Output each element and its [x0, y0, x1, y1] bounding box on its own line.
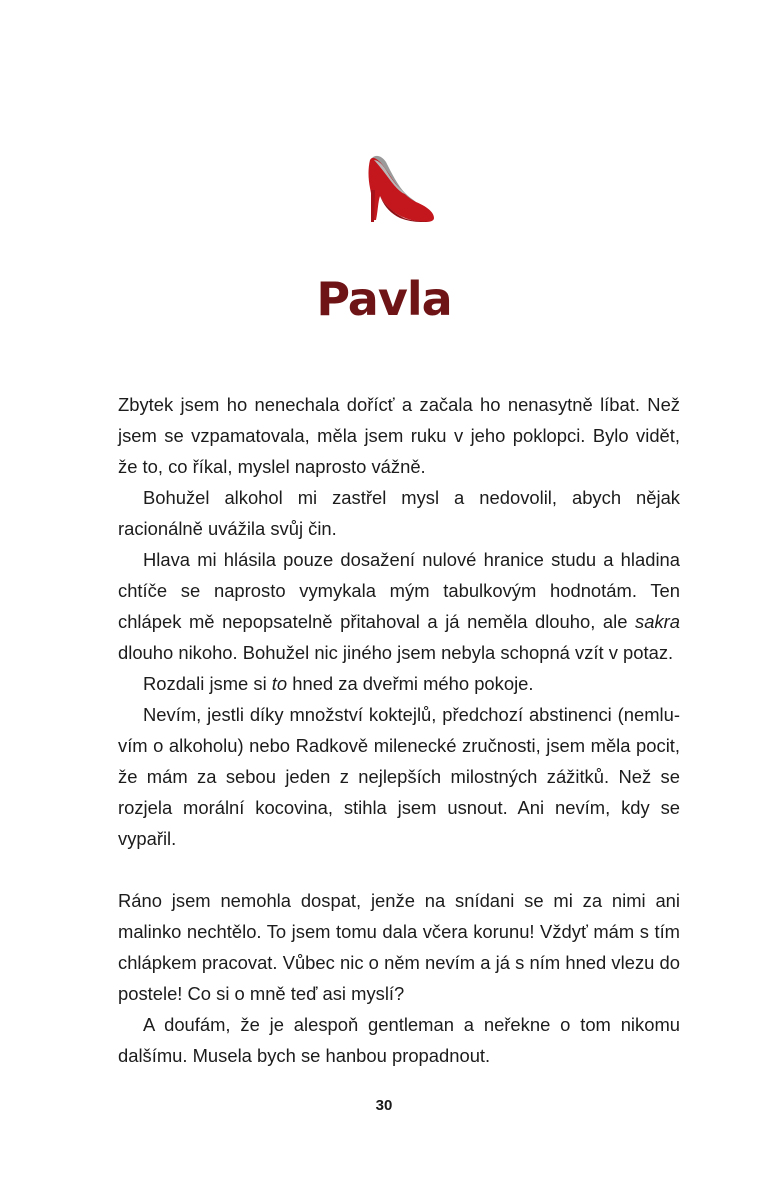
- paragraph: [118, 482, 680, 544]
- paragraph: [118, 1009, 680, 1071]
- paragraph-text: Hlava mi hlásila pouze dosažení nulové hranice studu a hladina chtíče se naprosto vymykala mým tabulkovým hodnotám. Ten chlápek mě nepopsatelně přitahoval a já neměla dlouho, ale: [118, 549, 680, 632]
- red-high-heel-shoe-icon: [362, 150, 438, 226]
- paragraph: [118, 389, 680, 482]
- paragraph-text: Nevím, jestli díky množství koktejlů, předchozí abstinenci (nemluvím o alkoholu) nebo Radkově milenecké zručnosti, jsem měla pocit, že mám za sebou jeden z nejlepších milostných zážitků. Než se rozjela morální kocovina, stihla jsem usnout. Ani nevím, kdy se vypařil.: [118, 704, 680, 849]
- paragraph: [118, 699, 680, 854]
- paragraph-text: Rozdali jsme si: [143, 673, 272, 694]
- paragraph-text: dlouho nikoho. Bohužel nic jiného jsem nebyla schopná vzít v potaz.: [118, 642, 674, 663]
- paragraph: [118, 668, 680, 699]
- emphasized-text: to: [271, 673, 288, 694]
- page-number: 30: [375, 1097, 393, 1114]
- chapter-title: Pavla: [316, 272, 452, 326]
- paragraph-text: Bohužel alkohol mi zastřel mysl a nedovolil, abych nějak racionálně uvážila svůj čin.: [118, 487, 680, 539]
- paragraph-text: hned za dveřmi mého pokoje.: [287, 673, 534, 694]
- paragraph-text: A doufám, že je alespoň gentleman a neřekne o tom nikomu dalšímu. Musela bych se hanbou propadnout.: [118, 1014, 680, 1066]
- paragraph: [118, 885, 680, 1009]
- paragraph-text: Ráno jsem nemohla dospat, jenže na snídani se mi za nimi ani malinko nechtělo. To jsem tomu dala včera korunu! Vždyť mám s tím chlápkem pracovat. Vůbec nic o něm nevím a já s ním hned vlezu do postele! Co si o mně teď asi myslí?: [118, 890, 680, 1004]
- chapter-body: [118, 389, 680, 1071]
- paragraph-text: Zbytek jsem ho nenechala dořícť a začala ho nenasytně líbat. Než jsem se vzpamatovala, měla jsem ruku v jeho poklopci. Bylo vidět, že to, co říkal, myslel naprosto vážně.: [118, 394, 680, 477]
- emphasized-text: sakra: [635, 611, 680, 632]
- paragraph: [118, 544, 680, 668]
